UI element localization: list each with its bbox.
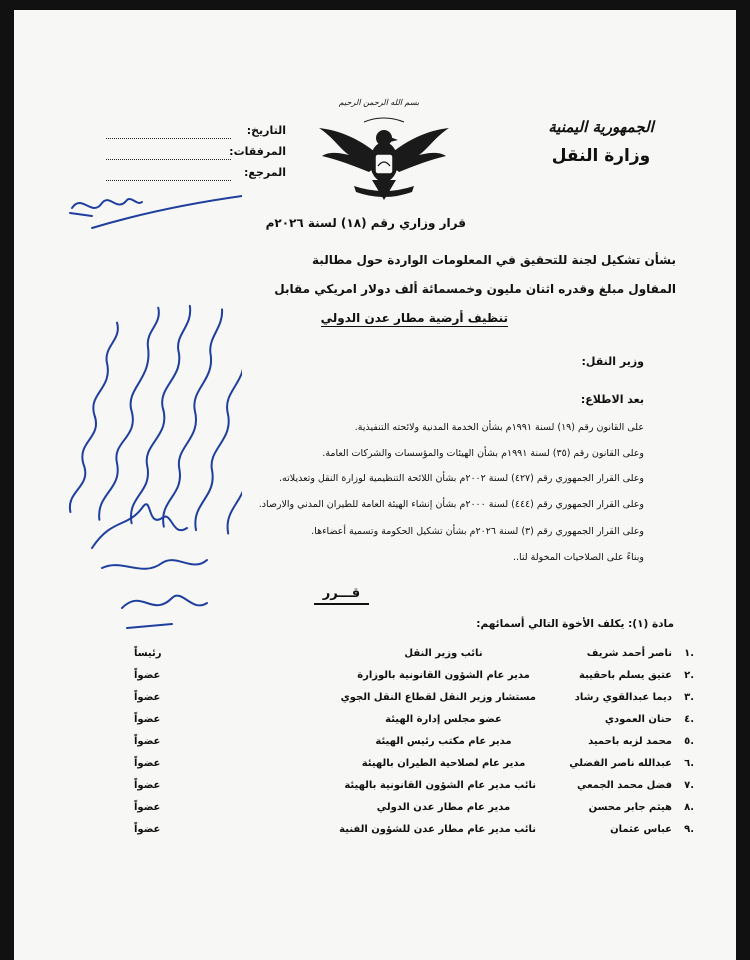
ministry-header (536, 118, 666, 166)
date-line (106, 138, 231, 139)
member-role: عضواً (134, 780, 161, 791)
reference-line-3: وعلى القرار الجمهوري رقم (٤٢٧) لسنة ٢٠٠٢م بشأن اللائحة التنظيمية لوزارة النقل وتعديلاته. (279, 473, 644, 484)
member-position: نائب وزير النقل (404, 648, 483, 659)
member-row (134, 736, 694, 754)
basmala: بسم الله الرحمن الرحيم (338, 98, 420, 107)
attachments-label: المرفقات: (229, 145, 286, 158)
minister-label: وزير النقل: (581, 355, 644, 368)
member-role: عضواً (134, 692, 161, 703)
member-name: هيثم جابر محسن (588, 802, 672, 813)
member-number: .١ (684, 648, 694, 659)
reference-line (106, 180, 231, 181)
member-role: عضواً (134, 670, 161, 681)
reference-label: المرجع: (244, 166, 286, 179)
reference-field (106, 166, 286, 186)
member-number: .٥ (684, 736, 694, 747)
member-row (134, 758, 694, 776)
member-role: عضواً (134, 824, 161, 835)
member-name: عتيق يسلم باحقيبة (579, 670, 672, 681)
handwritten-margin-note (32, 188, 242, 658)
document-page (14, 10, 736, 960)
member-number: .٦ (684, 758, 694, 769)
reference-line-5: وعلى القرار الجمهوري رقم (٣) لسنة ٢٠٢٦م بشأن تشكيل الحكومة وتسمية أعضاءها. (311, 526, 644, 537)
ministry-name: وزارة النقل (551, 146, 651, 166)
member-position: عضو مجلس إدارة الهيئة (385, 714, 502, 725)
member-position: مدير عام مكتب رئيس الهيئة (375, 736, 512, 747)
member-row (134, 824, 694, 842)
member-row (134, 670, 694, 688)
member-position: مدير عام لصلاحية الطيران بالهيئة (361, 758, 526, 769)
reference-line-6: وبناءً على الصلاحيات المخولة لنا.. (512, 552, 644, 563)
member-row (134, 714, 694, 732)
member-name: فضل محمد الجمعي (576, 780, 672, 791)
member-role: رئيساً (134, 648, 162, 659)
member-number: .٩ (684, 824, 694, 835)
member-position: مدير عام الشؤون القانونية بالوزارة (357, 670, 530, 681)
member-role: عضواً (134, 802, 161, 813)
member-position: نائب مدير عام مطار عدن للشؤون الفنية (339, 824, 536, 835)
member-number: .٣ (684, 692, 694, 703)
member-name: حنان العمودي (604, 714, 672, 725)
member-role: عضواً (134, 758, 161, 769)
subject-line-3: تنظيف أرضية مطار عدن الدولي (320, 311, 508, 325)
date-label: التاريخ: (246, 124, 286, 137)
member-row (134, 802, 694, 820)
member-number: .٢ (684, 670, 694, 681)
member-role: عضواً (134, 736, 161, 747)
member-position: نائب مدير عام الشؤون القانونية بالهيئة (344, 780, 536, 791)
reference-line-1: على القانون رقم (١٩) لسنة ١٩٩١م بشأن الخدمة المدنية ولائحته التنفيذية. (354, 422, 644, 433)
decides-heading: قـــرر (314, 586, 369, 605)
government-name: الجمهورية اليمنية (548, 118, 654, 136)
subject-line-1: بشأن تشكيل لجنة للتحقيق في المعلومات الواردة حول مطالبة (312, 253, 676, 267)
review-label: بعد الاطلاع: (580, 393, 644, 406)
attachments-line (106, 159, 231, 160)
subject-line-2: المقاول مبلغ وقدره اثنان مليون وخمسمائة ألف دولار امريكي مقابل (274, 282, 676, 296)
member-row (134, 780, 694, 798)
member-name: عباس عثمان (610, 824, 672, 835)
member-name: عبدالله ناصر الفضلي (569, 758, 672, 769)
yemen-eagle-emblem-icon (314, 100, 454, 210)
reference-line-4: وعلى القرار الجمهوري رقم (٤٤٤) لسنة ٢٠٠٠م بشأن إنشاء الهيئة العامة للطيران المدني والارصاد. (258, 499, 644, 510)
decree-title: قرار وزاري رقم (١٨) لسنة ٢٠٢٦م (265, 216, 466, 230)
member-number: .٤ (684, 714, 694, 725)
date-field (106, 124, 286, 144)
attachments-field (106, 145, 286, 165)
member-name: محمد لزبه باحميد (588, 736, 672, 747)
reference-line-2: وعلى القانون رقم (٣٥) لسنة ١٩٩١م بشأن الهيئات والمؤسسات والشركات العامة. (322, 448, 644, 459)
member-role: عضواً (134, 714, 161, 725)
member-number: .٧ (684, 780, 694, 791)
member-name: ديما عبدالقوي رشاد (574, 692, 672, 703)
member-position: مدير عام مطار عدن الدولي (376, 802, 511, 813)
article-1: مادة (١): يكلف الأخوة التالي أسمائهم: (476, 618, 674, 630)
member-position: مستشار وزير النقل لقطاع النقل الجوي (340, 692, 536, 703)
member-row (134, 692, 694, 710)
member-name: ناصر أحمد شريف (586, 648, 672, 659)
member-number: .٨ (684, 802, 694, 813)
